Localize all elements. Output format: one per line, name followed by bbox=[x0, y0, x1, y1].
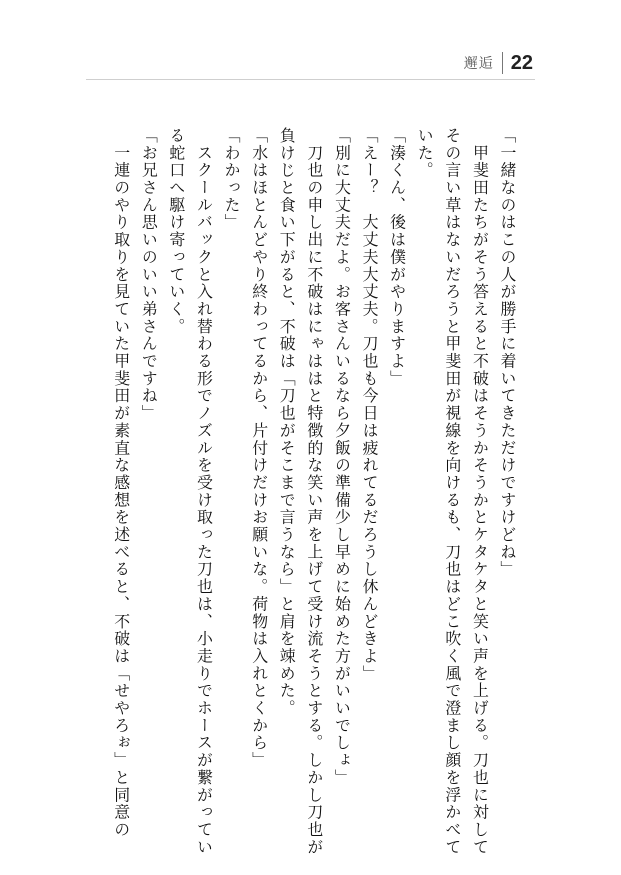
page-number: 22 bbox=[510, 51, 533, 74]
paragraph: 「湊くん、後は僕がやりますよ」 bbox=[387, 127, 407, 388]
paragraph: 「別に大丈夫だよ。お客さんいるなら夕飯の準備少し早めに始めた方がいいでしょ」 bbox=[332, 127, 352, 787]
chapter-title: 邂逅 bbox=[463, 56, 494, 72]
paragraph: 一連のやり取りを見ていた甲斐田が素直な感想を述べると、不破は「せやろぉ」と同意の bbox=[111, 127, 131, 839]
body-text bbox=[91, 127, 521, 857]
paragraph: スクールバックと入れ替わる形でノズルを受け取った刀也は、小走りでホースが繋がっている蛇口へ駆け寄っていく。 bbox=[166, 127, 214, 856]
paragraph: 「わかった」 bbox=[222, 127, 242, 232]
header-divider bbox=[502, 52, 503, 74]
paragraph: 「お兄さん思いのいい弟さんですね」 bbox=[139, 127, 159, 422]
paragraph: 「一緒なのはこの人が勝手に着いてきただけですけどね」 bbox=[498, 127, 517, 579]
page-header bbox=[464, 50, 533, 76]
paragraph: 「えー？ 大丈夫大丈夫。刀也も今日は疲れてるだろうし休んどきよ」 bbox=[360, 127, 380, 683]
paragraph: 刀也の申し出に不破はにゃははと特徴的な笑い声を上げて受け流そうとする。しかし刀也が負けじと食い下がると、不破は「刀也がそこまで言うなら」と肩を竦めた。 bbox=[277, 127, 324, 856]
paragraph: 「水はほとんどやり終わってるから、片付けだけお願いな。荷物は入れとくから」 bbox=[249, 127, 269, 769]
header-rule bbox=[86, 79, 535, 80]
paragraph: 甲斐田たちがそう答えると不破はそうかそうかとケタケタと笑い声を上げる。刀也に対してその言い草はないだろうと甲斐田が視線を向けるも、刀也はどこ吹く風で澄まし顔を浮かべていた。 bbox=[415, 127, 490, 856]
